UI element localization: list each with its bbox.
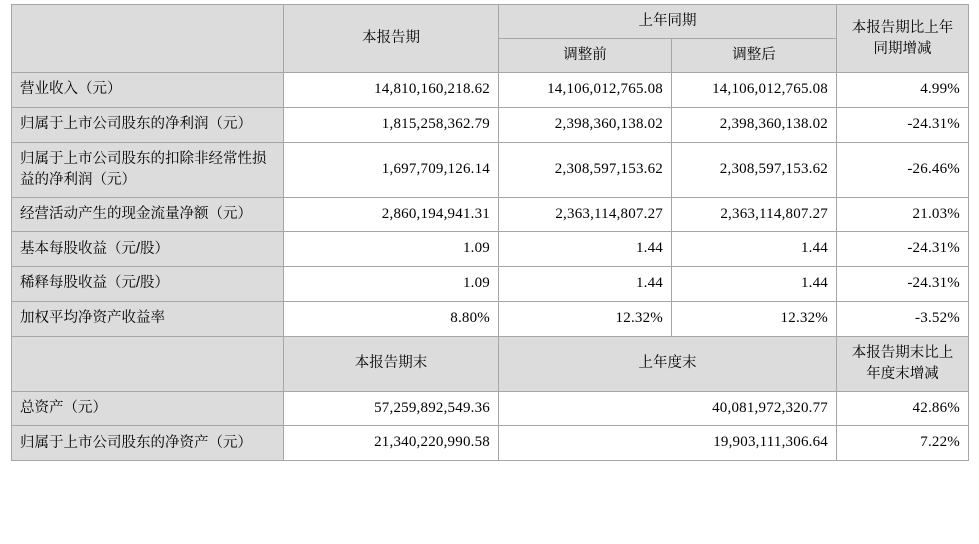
table-row: [12, 197, 969, 232]
header-change-vs-last-year-end: 本报告期末比上年度末增减: [837, 336, 969, 391]
cell-change: -24.31%: [837, 107, 969, 142]
table-row: [12, 391, 969, 426]
table-header-row-1: [12, 5, 969, 39]
cell-change: 7.22%: [837, 426, 969, 461]
cell-current: 1.09: [284, 232, 499, 267]
cell-after-adjust: 2,308,597,153.62: [672, 142, 837, 197]
header-current-period: 本报告期: [284, 5, 499, 73]
cell-change: 42.86%: [837, 391, 969, 426]
cell-current: 1,697,709,126.14: [284, 142, 499, 197]
cell-before-adjust: 2,308,597,153.62: [499, 142, 672, 197]
row-label: 加权平均净资产收益率: [12, 301, 284, 336]
cell-before-adjust: 12.32%: [499, 301, 672, 336]
cell-current-end: 57,259,892,549.36: [284, 391, 499, 426]
row-label: 基本每股收益（元/股）: [12, 232, 284, 267]
cell-after-adjust: 12.32%: [672, 301, 837, 336]
cell-current: 2,860,194,941.31: [284, 197, 499, 232]
header-change-vs-last-year: 本报告期比上年同期增减: [837, 5, 969, 73]
header-before-adjust: 调整前: [499, 39, 672, 73]
cell-change: -26.46%: [837, 142, 969, 197]
cell-after-adjust: 14,106,012,765.08: [672, 73, 837, 108]
table-row: [12, 426, 969, 461]
cell-current: 14,810,160,218.62: [284, 73, 499, 108]
header-corner-blank: [12, 5, 284, 73]
table-row: [12, 267, 969, 302]
row-label: 总资产（元）: [12, 391, 284, 426]
row-label: 稀释每股收益（元/股）: [12, 267, 284, 302]
financial-summary-table: [11, 4, 969, 461]
row-label: 归属于上市公司股东的净利润（元）: [12, 107, 284, 142]
table-row: [12, 107, 969, 142]
cell-last-year-end: 19,903,111,306.64: [499, 426, 837, 461]
row-label: 经营活动产生的现金流量净额（元）: [12, 197, 284, 232]
row-label: 归属于上市公司股东的扣除非经常性损益的净利润（元）: [12, 142, 284, 197]
cell-after-adjust: 1.44: [672, 267, 837, 302]
cell-last-year-end: 40,081,972,320.77: [499, 391, 837, 426]
cell-change: -24.31%: [837, 232, 969, 267]
cell-after-adjust: 2,363,114,807.27: [672, 197, 837, 232]
table-row: [12, 142, 969, 197]
table-row: [12, 232, 969, 267]
row-label: 归属于上市公司股东的净资产（元）: [12, 426, 284, 461]
header-after-adjust: 调整后: [672, 39, 837, 73]
cell-before-adjust: 14,106,012,765.08: [499, 73, 672, 108]
cell-change: 21.03%: [837, 197, 969, 232]
header-last-year-end: 上年度末: [499, 336, 837, 391]
cell-current: 8.80%: [284, 301, 499, 336]
cell-after-adjust: 1.44: [672, 232, 837, 267]
financial-summary-sheet: [0, 4, 979, 544]
cell-change: -24.31%: [837, 267, 969, 302]
header-last-year-same-period: 上年同期: [499, 5, 837, 39]
cell-current: 1,815,258,362.79: [284, 107, 499, 142]
cell-after-adjust: 2,398,360,138.02: [672, 107, 837, 142]
balance-header-corner-blank: [12, 336, 284, 391]
cell-current-end: 21,340,220,990.58: [284, 426, 499, 461]
row-label: 营业收入（元）: [12, 73, 284, 108]
header-current-period-end: 本报告期末: [284, 336, 499, 391]
cell-before-adjust: 2,398,360,138.02: [499, 107, 672, 142]
cell-before-adjust: 2,363,114,807.27: [499, 197, 672, 232]
table-row: [12, 73, 969, 108]
cell-change: -3.52%: [837, 301, 969, 336]
cell-before-adjust: 1.44: [499, 232, 672, 267]
cell-change: 4.99%: [837, 73, 969, 108]
balance-header-row: [12, 336, 969, 391]
table-row: [12, 301, 969, 336]
cell-before-adjust: 1.44: [499, 267, 672, 302]
cell-current: 1.09: [284, 267, 499, 302]
